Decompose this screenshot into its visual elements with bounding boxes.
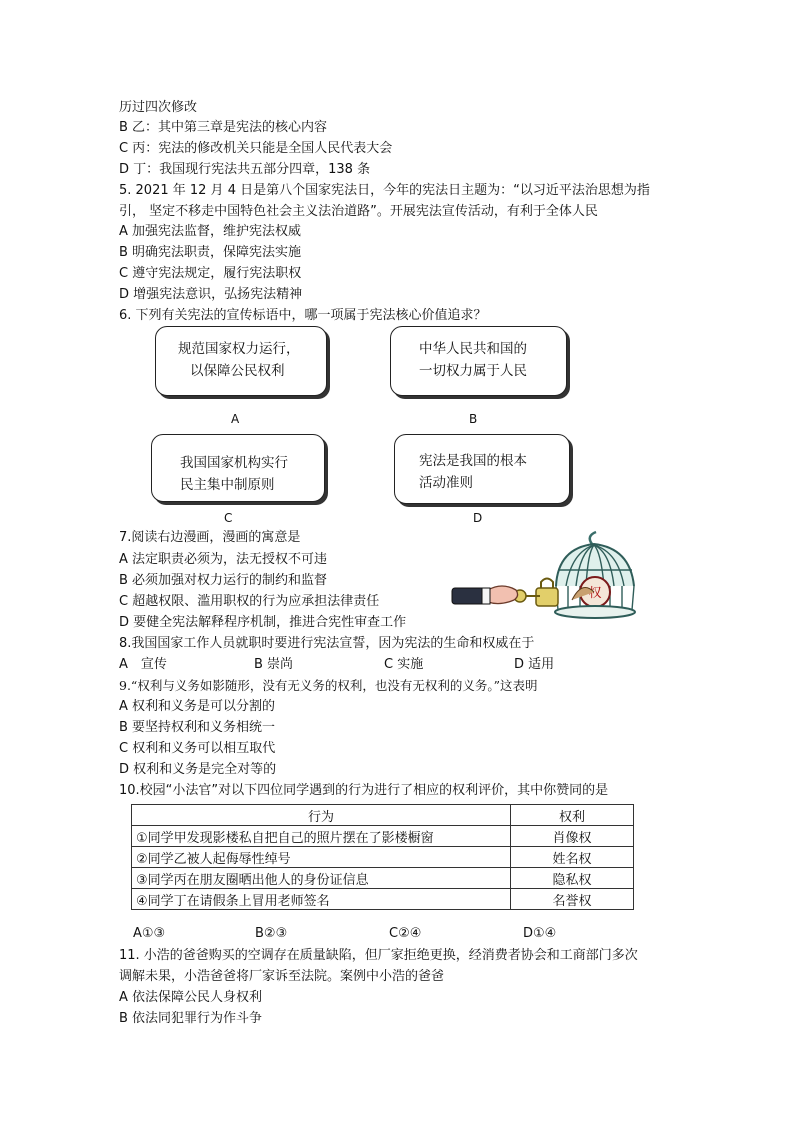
right-cell: 姓名权	[511, 847, 634, 868]
header-right: 权利	[511, 805, 634, 826]
header-behavior: 行为	[132, 805, 511, 826]
slogan-d-line2: 活动准则	[419, 475, 473, 491]
option-c: C 丙：宪法的修改机关只能是全国人民代表大会	[119, 141, 393, 156]
option-b: B 乙：其中第三章是宪法的核心内容	[119, 120, 328, 135]
slogan-label-c: C	[224, 511, 233, 525]
question-8-stem: 8.我国国家工作人员就职时要进行宪法宣誓，因为宪法的生命和权威在于	[119, 636, 535, 651]
slogan-b-line1: 中华人民共和国的	[419, 341, 527, 357]
slogan-c-line2: 民主集中制原则	[180, 477, 275, 493]
table-row	[132, 847, 634, 868]
question-5-stem-cont: 引， 坚定不移走中国特色社会主义法治道路”。开展宪法宣传活动，有利于全体人民	[119, 204, 598, 219]
text-line: 历过四次修改	[119, 100, 198, 115]
slogan-box-a	[155, 326, 327, 396]
question-11-stem: 11. 小浩的爸爸购买的空调存在质量缺陷，但厂家拒绝更换，经消费者协会和工商部门多次	[119, 948, 638, 963]
right-cell: 肖像权	[511, 826, 634, 847]
q9-option-a: A 权利和义务是可以分割的	[119, 699, 276, 714]
q9-option-d: D 权利和义务是完全对等的	[119, 762, 277, 777]
q10-options	[133, 924, 556, 944]
q9-option-b: B 要坚持权利和义务相统一	[119, 720, 276, 735]
behavior-cell: ①同学甲发现影楼私自把自己的照片摆在了影楼橱窗	[132, 826, 511, 847]
q7-option-c: C 超越权限、滥用职权的行为应承担法律责任	[119, 594, 380, 609]
right-cell: 隐私权	[511, 868, 634, 889]
q10-option-d: D①④	[523, 926, 557, 941]
slogan-box-d	[394, 434, 570, 504]
slogan-label-b: B	[469, 412, 478, 426]
q5-option-d: D 增强宪法意识，弘扬宪法精神	[119, 287, 303, 302]
q7-option-b: B 必须加强对权力运行的制约和监督	[119, 573, 328, 588]
q8-option-d: D 适用	[514, 657, 555, 672]
q10-option-b: B②③	[255, 926, 288, 941]
q7-option-a: A 法定职责必须为，法无授权不可违	[119, 552, 328, 567]
slogan-label-d: D	[473, 511, 483, 525]
behavior-cell: ④同学丁在请假条上冒用老师签名	[132, 889, 511, 910]
q5-option-a: A 加强宪法监督，维护宪法权威	[119, 224, 302, 239]
q11-option-a: A 依法保障公民人身权利	[119, 990, 263, 1005]
slogan-d-line1: 宪法是我国的根本	[419, 453, 527, 469]
q8-option-c: C 实施	[384, 657, 424, 672]
question-5-stem: 5. 2021 年 12 月 4 日是第八个国家宪法日，今年的宪法日主题为：“以习近平法治思想为指	[119, 183, 650, 198]
question-10-stem: 10.校园“小法官”对以下四位同学遇到的行为进行了相应的权利评价，其中你赞同的是	[119, 783, 609, 798]
question-7-stem: 7.阅读右边漫画，漫画的寓意是	[119, 530, 301, 545]
cage-sign-text: 权	[588, 586, 602, 601]
table-row	[132, 868, 634, 889]
slogan-a-line2: 以保障公民权利	[190, 363, 285, 379]
behavior-cell: ③同学丙在朋友圈晒出他人的身份证信息	[132, 868, 511, 889]
q8-options	[119, 655, 554, 675]
slogan-c-line1: 我国国家机构实行	[180, 455, 288, 471]
table-row	[132, 889, 634, 910]
q11-option-b: B 依法同犯罪行为作斗争	[119, 1011, 263, 1026]
q10-option-a: A①③	[133, 926, 166, 941]
q9-option-c: C 权利和义务可以相互取代	[119, 741, 276, 756]
question-6-stem: 6. 下列有关宪法的宣传标语中，哪一项属于宪法核心价值追求？	[119, 308, 487, 323]
slogan-box-b	[390, 326, 567, 396]
slogan-box-c	[151, 434, 325, 502]
q7-option-d: D 要健全宪法解释程序机制，推进合宪性审查工作	[119, 615, 407, 630]
behavior-cell: ②同学乙被人起侮辱性绰号	[132, 847, 511, 868]
table-header-row	[132, 805, 634, 826]
slogan-b-line2: 一切权力属于人民	[419, 363, 527, 379]
question-11-stem-cont: 调解未果，小浩爸爸将厂家诉至法院。案例中小浩的爸爸	[119, 969, 445, 984]
q8-option-a: A 宣传	[119, 657, 167, 672]
table-row	[132, 826, 634, 847]
q5-option-b: B 明确宪法职责，保障宪法实施	[119, 245, 302, 260]
slogan-a-line1: 规范国家权力运行，	[178, 341, 300, 357]
question-9-stem: 9.“权利与义务如影随形，没有无义务的权利，也没有无权利的义务。”这表明	[119, 678, 538, 693]
q10-option-c: C②④	[389, 926, 422, 941]
birdcage-power-cartoon-icon	[448, 530, 648, 620]
rights-table	[131, 804, 634, 910]
q5-option-c: C 遵守宪法规定，履行宪法职权	[119, 266, 302, 281]
right-cell: 名誉权	[511, 889, 634, 910]
q8-option-b: B 崇尚	[254, 657, 294, 672]
option-d: D 丁：我国现行宪法共五部分四章，138 条	[119, 162, 371, 177]
slogan-label-a: A	[231, 412, 240, 426]
